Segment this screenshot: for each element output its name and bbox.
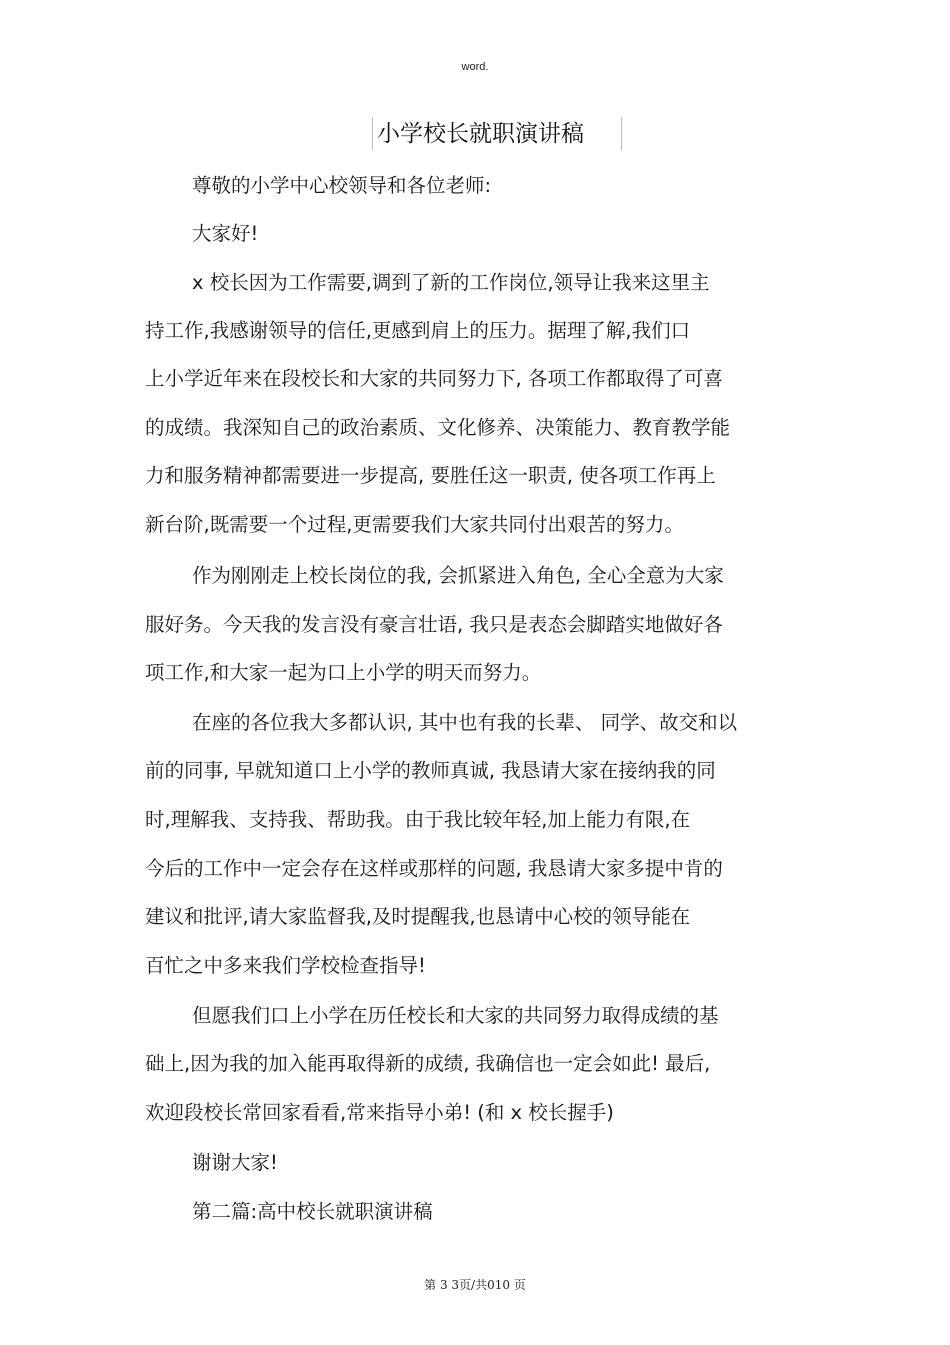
page-footer: 第 3 3页/共010 页 bbox=[424, 1278, 526, 1292]
paragraph-line: 力和服务精神都需要进一步提高, 要胜任这一职责, 使各项工作再上 bbox=[145, 464, 716, 487]
paragraph-line: 上小学近年来在段校长和大家的共同努力下, 各项工作都取得了可喜 bbox=[145, 367, 723, 390]
next-section-title: 第二篇:高中校长就职演讲稿 bbox=[192, 1200, 433, 1223]
greeting: 大家好! bbox=[192, 222, 259, 245]
paragraph-line: 但愿我们口上小学在历任校长和大家的共同努力取得成绩的基 bbox=[192, 1004, 719, 1027]
paragraph-line: 时,理解我、支持我、帮助我。由于我比较年轻,加上能力有限,在 bbox=[145, 808, 691, 831]
paragraph-line: 欢迎段校长常回家看看,常来指导小弟! (和 x 校长握手) bbox=[145, 1101, 614, 1124]
closing-thanks: 谢谢大家! bbox=[192, 1151, 278, 1174]
document-title: 小学校长就职演讲稿 bbox=[377, 121, 584, 147]
paragraph-line: 的成绩。我深知自己的政治素质、文化修养、决策能力、教育教学能 bbox=[145, 416, 731, 439]
paragraph-line: x 校长因为工作需要,调到了新的工作岗位,领导让我来这里主 bbox=[192, 271, 710, 294]
paragraph-line: 新台阶,既需要一个过程,更需要我们大家共同付出艰苦的努力。 bbox=[145, 513, 684, 536]
paragraph-line: 建议和批评,请大家监督我,及时提醒我,也恳请中心校的领导能在 bbox=[145, 905, 691, 928]
paragraph-line: 项工作,和大家一起为口上小学的明天而努力。 bbox=[145, 661, 542, 684]
paragraph-line: 础上,因为我的加入能再取得新的成绩, 我确信也一定会如此! 最后, bbox=[145, 1052, 711, 1075]
paragraph-line: 今后的工作中一定会存在这样或那样的问题, 我恳请大家多提中肯的 bbox=[145, 857, 723, 880]
paragraph-line: 持工作,我感谢领导的信任,更感到肩上的压力。据理了解,我们口 bbox=[145, 319, 691, 342]
paragraph-line: 服好务。今天我的发言没有豪言壮语, 我只是表态会脚踏实地做好各 bbox=[145, 613, 723, 636]
paragraph-line: 前的同事, 早就知道口上小学的教师真诚, 我恳请大家在接纳我的同 bbox=[145, 759, 716, 782]
paragraph-line: 百忙之中多来我们学校检查指导! bbox=[145, 954, 426, 977]
salutation: 尊敬的小学中心校领导和各位老师: bbox=[192, 174, 492, 197]
paragraph-line: 在座的各位我大多都认识, 其中也有我的长辈、 同学、故交和以 bbox=[192, 711, 738, 734]
paragraph-line: 作为刚刚走上校长岗位的我, 会抓紧进入角色, 全心全意为大家 bbox=[192, 564, 724, 587]
page-header: word. bbox=[461, 61, 489, 73]
